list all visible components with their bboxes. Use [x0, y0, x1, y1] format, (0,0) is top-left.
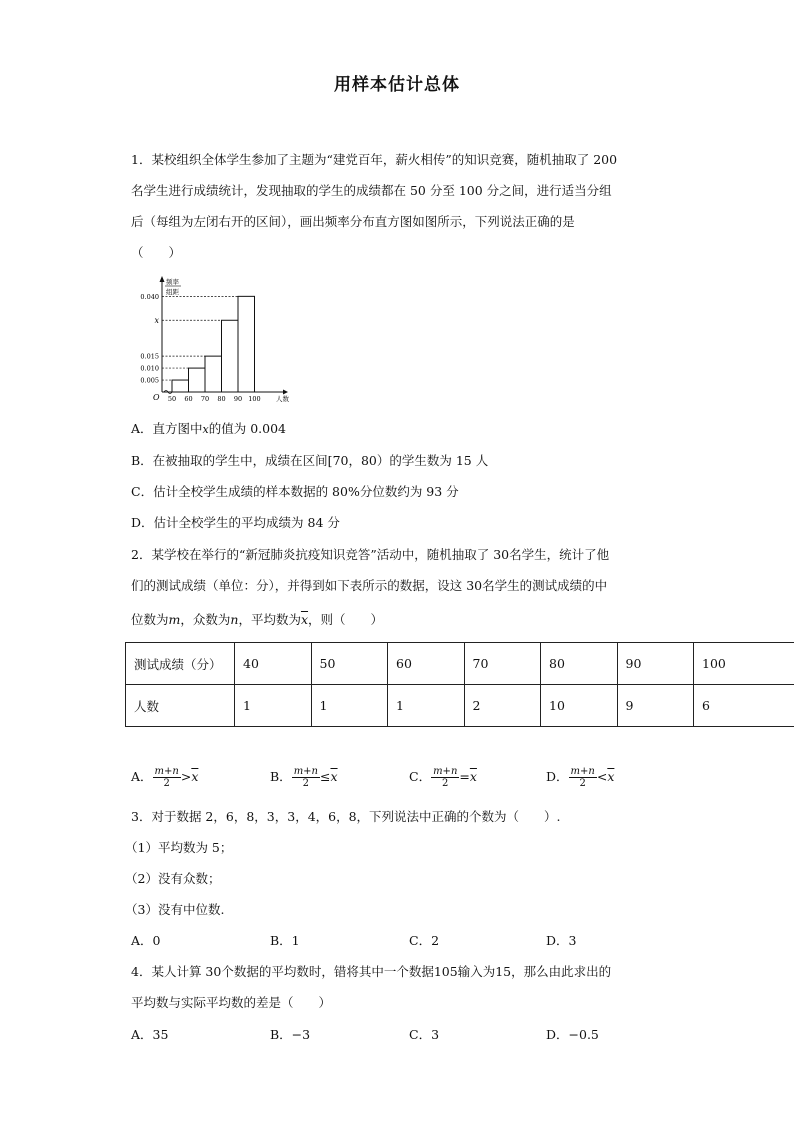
histogram-bar [172, 380, 189, 392]
histogram-bar [205, 356, 222, 392]
table-cell: 测试成绩（分） [126, 643, 235, 685]
table-cell: 9 [617, 685, 694, 727]
var-xbar: $\overline{x}$ [607, 769, 615, 784]
fraction [153, 766, 181, 789]
q3-option-a[interactable]: A．0 [131, 933, 161, 948]
q3-stem: 3．对于数据 2，6，8，3，3，4，6，8，下列说法中正确的个数为（ ）. [131, 809, 561, 824]
table-cell: 人数 [126, 685, 235, 727]
q1-stem-line-1: 1．某校组织全体学生参加了主题为“建党百年，薪火相传”的知识竞赛，随机抽取了 200 [131, 152, 618, 167]
table-cell: 6 [694, 685, 794, 727]
table-cell: 70 [464, 643, 541, 685]
x-tick-label: 100 [248, 395, 261, 403]
y-axis-label-top: 频率 [166, 278, 179, 286]
q2-line3-a: 位数为 [131, 612, 169, 627]
var-xbar: $\overline{x}$ [300, 612, 309, 627]
histogram-bar [238, 296, 255, 392]
q2-option-d-op: < [596, 769, 608, 784]
q2-option-a-op: > [180, 769, 192, 784]
q1-stem-line-2: 名学生进行成绩统计，发现抽取的学生的成绩都在 50 分至 100 分之间，进行适当分组 [131, 183, 612, 198]
table-cell: 1 [311, 685, 388, 727]
q1-option-a[interactable] [131, 420, 286, 439]
q3-statement-3: （3）没有中位数. [125, 902, 225, 917]
q2-option-b-op: ≤ [320, 769, 331, 784]
q3-option-d[interactable]: D．3 [546, 933, 577, 948]
fraction-den: 2 [442, 778, 449, 789]
var-m: m [168, 612, 181, 627]
q2-option-c-op: = [459, 769, 470, 784]
q3-option-b[interactable]: B．1 [270, 933, 300, 948]
y-tick-label: x [154, 315, 159, 325]
q3-statement-2: （2）没有众数； [125, 871, 221, 886]
var-xbar: $\overline{x}$ [469, 769, 477, 784]
page-title: 用样本估计总体 [334, 75, 460, 95]
q2-stem-line-3 [131, 611, 671, 629]
table-cell: 1 [388, 685, 465, 727]
x-tick-label: 90 [233, 395, 243, 403]
table-cell: 90 [617, 643, 694, 685]
scores-table [125, 642, 794, 727]
q2-option-c[interactable] [409, 766, 477, 789]
x-tick-label: 80 [217, 395, 226, 403]
q1-option-a-suffix: 的值为 0.004 [208, 421, 287, 436]
fraction [431, 766, 459, 789]
x-axis-label: 人数 [276, 395, 289, 403]
y-tick-label: 0.005 [140, 376, 159, 385]
q2-option-b[interactable] [270, 766, 338, 789]
q2-line3-c: ，平均数为 [238, 612, 301, 627]
x-tick-label: 70 [200, 395, 210, 403]
x-axis-arrow [283, 390, 288, 395]
table-cell: 50 [311, 643, 388, 685]
q2-stem-line-1: 2．某学校在举行的“新冠肺炎抗疫知识竞答”活动中，随机抽取了 30名学生，统计了他 [131, 547, 610, 562]
y-tick-label: 0.010 [140, 364, 159, 373]
table-cell: 60 [388, 643, 465, 685]
q2-option-b-label: B． [270, 769, 292, 784]
fraction-num: m+n [570, 766, 595, 777]
q1-stem-line-4: （ ） [131, 245, 182, 260]
histogram-bar [222, 320, 239, 392]
fraction-num: m+n [433, 766, 458, 777]
q1-stem-line-3: 后（每组为左闭右开的区间），画出频率分布直方图如图所示，下列说法正确的是 [131, 214, 575, 229]
q1-option-b[interactable]: B．在被抽取的学生中，成绩在区间[70，80）的学生数为 15 人 [131, 453, 489, 468]
var-xbar: $\overline{x}$ [191, 769, 199, 784]
q2-option-d-label: D． [546, 769, 569, 784]
table-row [126, 685, 794, 727]
q2-stem-line-2: 们的测试成绩（单位：分），并得到如下表所示的数据，设这 30名学生的测试成绩的中 [131, 578, 608, 593]
table-cell: 2 [464, 685, 541, 727]
q2-option-a[interactable] [131, 766, 198, 789]
q4-option-a[interactable]: A．35 [131, 1027, 169, 1042]
table-row [126, 643, 794, 685]
fraction [569, 766, 597, 789]
fraction-num: m+n [154, 766, 179, 777]
fraction [292, 766, 320, 789]
q1-option-d[interactable]: D．估计全校学生的平均成绩为 84 分 [131, 515, 340, 530]
y-axis-label-bottom: 组距 [166, 288, 179, 296]
y-tick-label: 0.040 [140, 292, 159, 301]
fraction-den: 2 [579, 778, 586, 789]
y-axis-arrow [160, 276, 165, 282]
frequency-histogram [131, 274, 301, 406]
q1-option-a-prefix: A．直方图中 [131, 421, 203, 436]
table-cell: 100 [694, 643, 794, 685]
table-cell: 80 [541, 643, 618, 685]
origin-label: O [153, 393, 160, 402]
y-tick-label: 0.015 [140, 352, 159, 361]
q2-line3-d: ，则（ ） [308, 612, 384, 627]
q1-option-c[interactable]: C．估计全校学生成绩的样本数据的 80%分位数约为 93 分 [131, 484, 459, 499]
fraction-den: 2 [163, 778, 170, 789]
q3-option-c[interactable]: C．2 [409, 933, 440, 948]
q4-option-b[interactable]: B．−3 [270, 1027, 311, 1042]
q2-option-a-label: A． [131, 769, 153, 784]
q1-option-a-var: x [202, 423, 209, 436]
histogram-bar [189, 368, 206, 392]
table-cell: 1 [235, 685, 312, 727]
table-cell: 40 [235, 643, 312, 685]
q4-stem-line-2: 平均数与实际平均数的差是（ ） [131, 995, 332, 1010]
fraction-num: m+n [293, 766, 318, 777]
x-tick-label: 60 [184, 395, 193, 403]
q2-option-d[interactable] [546, 766, 614, 789]
var-xbar: $\overline{x}$ [330, 769, 338, 784]
q4-stem-line-1: 4．某人计算 30个数据的平均数时，错将其中一个数据105输入为15，那么由此求出的 [131, 964, 612, 979]
var-n: n [230, 612, 239, 627]
q2-line3-b: ，众数为 [180, 612, 231, 627]
q3-statement-1: （1）平均数为 5； [125, 840, 233, 855]
fraction-den: 2 [302, 778, 310, 789]
q2-option-c-label: C． [409, 769, 432, 784]
q4-option-d[interactable]: D．−0.5 [546, 1027, 599, 1042]
table-cell: 10 [541, 685, 618, 727]
x-tick-label: 50 [167, 395, 177, 403]
q4-option-c[interactable]: C．3 [409, 1027, 440, 1042]
